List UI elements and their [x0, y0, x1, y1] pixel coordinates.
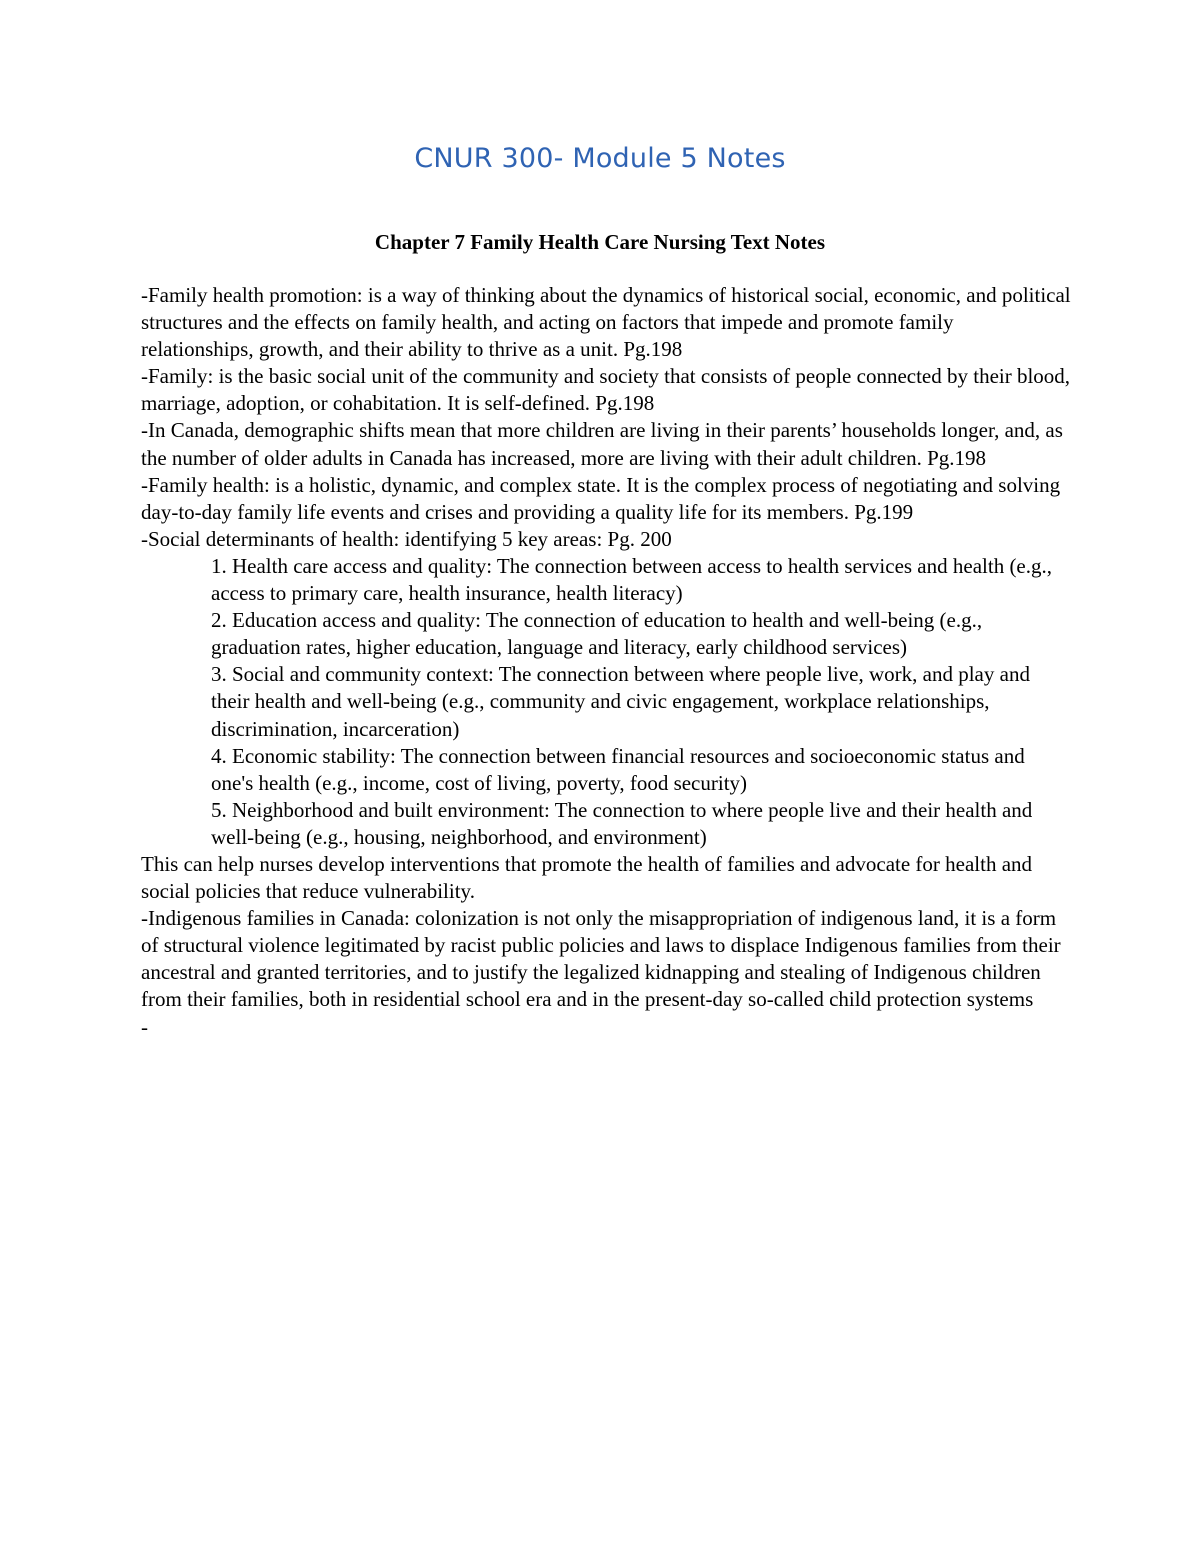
note-paragraph: -Family health: is a holistic, dynamic, and complex state. It is the complex process of negotiating and solving day-to-day family life events and crises and providing a quality life for its members. Pg.199: [141, 472, 1061, 524]
note-paragraph: -: [141, 1014, 148, 1039]
chapter-heading: Chapter 7 Family Health Care Nursing Text Notes: [374, 230, 826, 254]
list-item: 1. Health care access and quality: The connection between access to health services and health (e.g., access to primary care, health insurance, health literacy): [211, 553, 1053, 606]
note-paragraph: -Indigenous families in Canada: colonization is not only the misappropriation of indigenous land, it is a form of structural violence legitimated by racist public policies and laws to displace Indigenous families from their ancestral and granted territories, and to justify the legalized kidnapping and stealing of Indigenous children from their families, both in residential school era and in the present-day so-called child protection systems: [141, 906, 1061, 1012]
note-paragraph: -Social determinants of health: identifying 5 key areas: Pg. 200: [141, 526, 672, 551]
note-paragraph: -Family health promotion: is a way of thinking about the dynamics of historical social, economic, and political structures and the effects on family health, and acting on factors that impede and promote family relationships, growth, and their ability to thrive as a unit. Pg.198: [141, 283, 1071, 362]
page-title: CNUR 300- Module 5 Notes: [414, 143, 786, 174]
list-item: 5. Neighborhood and built environment: The connection to where people live and their health and well-being (e.g., housing, neighborhood, and environment): [211, 797, 1033, 849]
notes-body: [141, 282, 1071, 1041]
determinants-list: [141, 553, 1071, 851]
list-item: 2. Education access and quality: The connection of education to health and well-being (e.g., graduation rates, higher education, language and literacy, early childhood services): [211, 608, 983, 660]
list-item: 3. Social and community context: The connection between where people live, work, and play and their health and well-being (e.g., community and civic engagement, workplace relationships, discrimination, incarceration): [211, 662, 1030, 741]
list-item: 4. Economic stability: The connection between financial resources and socioeconomic status and one's health (e.g., income, cost of living, poverty, food security): [211, 743, 1025, 795]
note-paragraph: -Family: is the basic social unit of the community and society that consists of people connected by their blood, marriage, adoption, or cohabitation. It is self-defined. Pg.198: [141, 364, 1071, 416]
note-paragraph: -In Canada, demographic shifts mean that more children are living in their parents’ households longer, and, as the number of older adults in Canada has increased, more are living with their adult children. Pg.198: [141, 418, 1063, 470]
note-paragraph: This can help nurses develop interventions that promote the health of families and advocate for health and social policies that reduce vulnerability.: [141, 851, 1033, 904]
